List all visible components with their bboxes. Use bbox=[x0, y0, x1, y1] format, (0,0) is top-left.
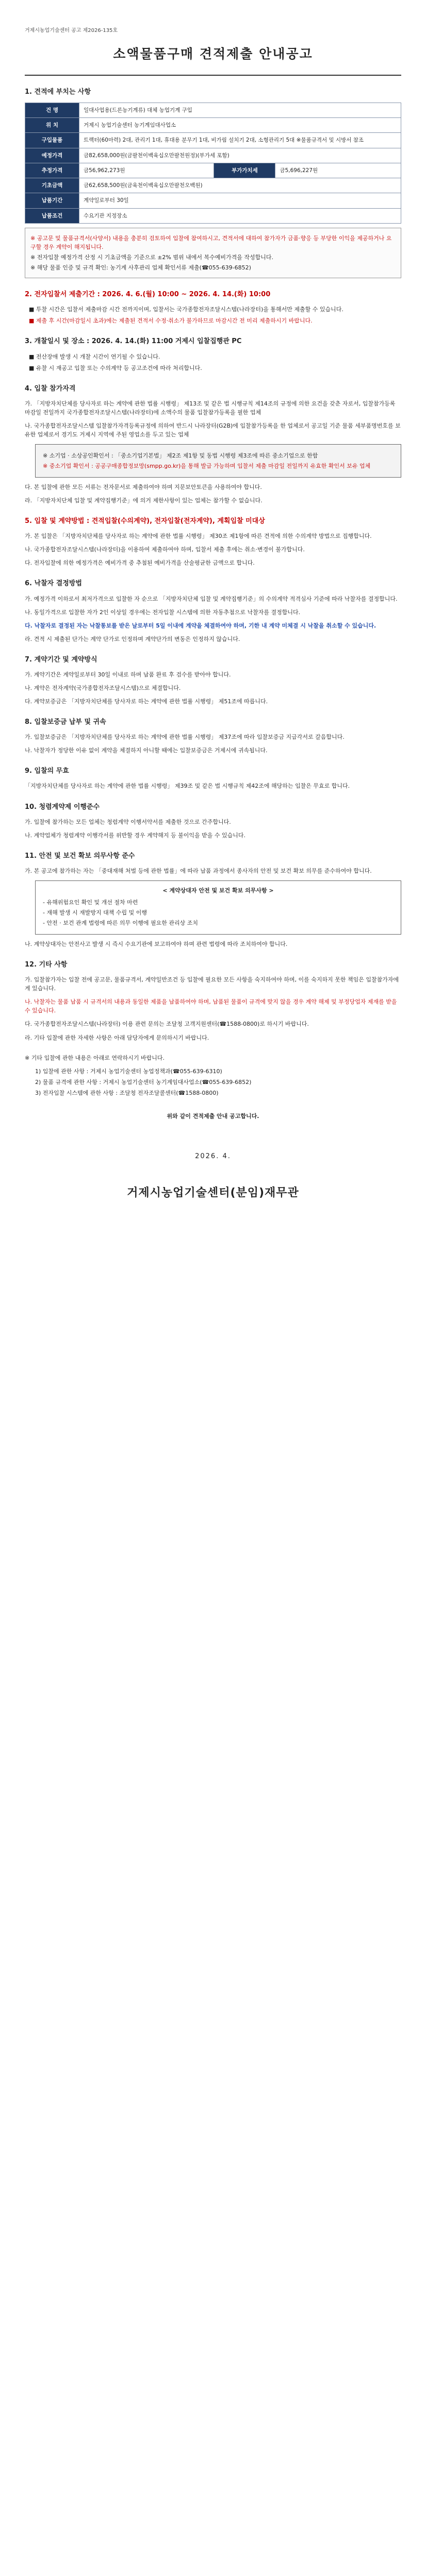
section-8-title: 8. 입찰보증금 납부 및 귀속 bbox=[25, 718, 106, 726]
list-item: 가. 예정가격 이하로서 최저가격으로 입찰한 자 순으로 「지방자치단체 입찰 및 계약집행기준」의 수의계약 적격심사 기준에 따라 낙찰자를 결정합니다. bbox=[25, 595, 398, 602]
box-line: - 재해 발생 시 재발방지 대책 수립 및 이행 bbox=[43, 909, 147, 917]
box-line: ※ 중소기업 확인서 : 공공구매종합정보망(smpp.go.kr)을 통해 발급 가능하며 입찰서 제출 마감일 전일까지 유효한 확인서 보유 업체 bbox=[43, 463, 371, 470]
note: ※ 해당 물품 인증 및 규격 확인: 농기계 사후관리 업체 확인서류 제출(☎055-639-6852) bbox=[30, 264, 251, 272]
row-value: 금82,658,000원(금팔천이백육십오만팔천원정)(부가세 포함) bbox=[79, 148, 401, 163]
section-10 bbox=[25, 802, 401, 840]
section-12-title: 12. 기타 사항 bbox=[25, 961, 68, 969]
list-item: 나. 계약상대자는 안전사고 발생 시 즉시 수요기관에 보고하여야 하며 관련 법령에 따라 조치하여야 합니다. bbox=[25, 941, 288, 948]
closing-statement: 위와 같이 견적제출 안내 공고합니다. bbox=[167, 1112, 259, 1120]
row-value: 계약일로부터 30일 bbox=[79, 193, 401, 208]
row-value: 일대사업용(드론농기계류) 대체 농업기계 구입 bbox=[79, 103, 401, 117]
bullet: ■ 전산장애 발생 시 개찰 시간이 연기될 수 있습니다. bbox=[29, 353, 160, 360]
section-1-title: 1. 견적에 부치는 사항 bbox=[25, 88, 91, 96]
row-label: 납품기간 bbox=[25, 193, 79, 208]
row-value: 금5,696,227원 bbox=[275, 163, 401, 178]
list-item: 가. 입찰참가자는 입찰 전에 공고문, 물품규격서, 계약일반조건 등 입찰에 필요한 모든 사항을 숙지하여야 하며, 이를 숙지하지 못한 책임은 입찰참가자에게 있습니다. bbox=[25, 976, 399, 992]
list-item: 나. 동일가격으로 입찰한 자가 2인 이상일 경우에는 전자입찰 시스템에 의한 자동추첨으로 낙찰자를 결정합니다. bbox=[25, 608, 301, 616]
box-line: - 안전 · 보건 관계 법령에 따른 의무 이행에 필요한 관리상 조치 bbox=[43, 920, 198, 927]
note: ※ 전자입찰 예정가격 산정 시 기초금액을 기준으로 ±2% 범위 내에서 복수예비가격을 작성합니다. bbox=[30, 254, 274, 261]
list-item: 가. 「지방자치단체를 당사자로 하는 계약에 관한 법률 시행령」 제13조 및 같은 법 시행규칙 제14조의 규정에 의한 요건을 갖춘 자로서, 입찰참가등록 마감일 전일까지 국가종합전자조달시스템(나라장터)에 소액수의 물품 입찰참가등록을 필한 업체 bbox=[25, 400, 396, 416]
section-7 bbox=[25, 655, 401, 706]
section-11 bbox=[25, 851, 401, 948]
list-item: 라. 견적 시 제출된 단가는 계약 단가로 인정하며 계약단가의 변동은 인정하지 않습니다. bbox=[25, 635, 240, 642]
section-6 bbox=[25, 579, 401, 643]
section-4-box bbox=[35, 444, 401, 478]
row-label: 구입물품 bbox=[25, 133, 79, 148]
issuing-organization: 거제시농업기술센터(분임)재무관 bbox=[127, 1186, 299, 1199]
table-row bbox=[25, 133, 401, 148]
box-title: < 계약상대자 안전 및 보건 확보 의무사항 > bbox=[162, 887, 274, 894]
table-row bbox=[25, 208, 401, 223]
box-line: - 유해위험요인 확인 및 개선 절차 마련 bbox=[43, 899, 138, 906]
table-row bbox=[25, 178, 401, 193]
contact-line: 3) 전자입찰 시스템에 관한 사항 : 조달청 전자조달콜센터(☎1588-0800) bbox=[35, 1089, 219, 1096]
list-item: 가. 계약기간은 계약일로부터 30일 이내로 하며 납품 완료 후 검수를 받아야 합니다. bbox=[25, 671, 231, 678]
safety-box bbox=[35, 880, 401, 935]
list-item: 라. 기타 입찰에 관한 자세한 사항은 아래 담당자에게 문의하시기 바랍니다. bbox=[25, 1034, 209, 1041]
section-12 bbox=[25, 960, 401, 1042]
row-label: 추정가격 bbox=[25, 163, 79, 178]
section-2-title: 2. 전자입찰서 제출기간 : 2026. 4. 6.(월) 10:00 ~ 2026. 4. 14.(화) 10:00 bbox=[25, 291, 271, 299]
bullet: ■ 유찰 시 재공고 입찰 또는 수의계약 등 공고조건에 따라 처리합니다. bbox=[29, 364, 202, 371]
row-label: 기초금액 bbox=[25, 178, 79, 193]
bullet: ■ 투찰 시간은 입찰서 제출마감 시간 전까지이며, 입찰서는 국가종합전자조달시스템(나라장터)을 통해서만 제출할 수 있습니다. bbox=[29, 306, 343, 313]
row-value: 거제시 농업기술센터 농기계임대사업소 bbox=[79, 118, 401, 133]
contact-section bbox=[25, 1054, 401, 1121]
note: ※ 공고문 및 물품규격서(사양서) 내용을 충분히 검토하여 입찰에 참여하시고, 견적서에 대하여 참가자가 금품·향응 등 부당한 이익을 제공하거나 요구할 경우 계약이 해지됩니다. bbox=[30, 235, 392, 251]
table-row bbox=[25, 148, 401, 163]
list-item: 나. 국가종합전자조달시스템(나라장터)을 이용하여 제출하여야 하며, 입찰서 제출 후에는 취소·변경이 불가합니다. bbox=[25, 546, 305, 553]
list-item: 나. 계약업체가 청렴계약 이행각서를 위반할 경우 계약해지 등 불이익을 받을 수 있습니다. bbox=[25, 832, 245, 839]
list-item: 가. 입찰보증금은 「지방자치단체를 당사자로 하는 계약에 관한 법률 시행령」 제37조에 따라 입찰보증금 지급각서로 갈음합니다. bbox=[25, 734, 345, 741]
section-11-title: 11. 안전 및 보건 확보 의무사항 준수 bbox=[25, 852, 135, 860]
notice-number: 거제시농업기술센터 공고 제2026-135호 bbox=[25, 28, 118, 33]
section-9-title: 9. 입찰의 무효 bbox=[25, 767, 69, 775]
section-3 bbox=[25, 336, 401, 372]
list-item: 나. 계약은 전자계약(국가종합전자조달시스템)으로 체결합니다. bbox=[25, 684, 181, 691]
list-item: 가. 본 입찰은 「지방자치단체를 당사자로 하는 계약에 관한 법률 시행령」 제30조 제1항에 따른 견적에 의한 수의계약 방법으로 집행합니다. bbox=[25, 533, 372, 540]
list-item: 다. 전자입찰에 의한 예정가격은 예비가격 중 추첨된 예비가격을 산술평균한 금액으로 합니다. bbox=[25, 560, 255, 567]
list-item: 나. 국가종합전자조달시스템 입찰참가자격등록규정에 의하여 반드시 나라장터(G2B)에 입찰참가등록을 한 업체로서 공고일 기준 물품 세부품명번호를 보유한 업체로서 경기도 거제시 지역에 주된 영업소를 두고 있는 업체 bbox=[25, 422, 401, 438]
contact-intro: ※ 기타 입찰에 관한 내용은 아래로 연락하시기 바랍니다. bbox=[25, 1054, 165, 1061]
bullet: ■ 제출 후 시간(마감일시 초과)에는 제출된 견적서 수정·취소가 불가하므로 마감시간 전 미리 제출하시기 바랍니다. bbox=[29, 317, 313, 325]
section-4-title: 4. 입찰 참가자격 bbox=[25, 384, 76, 393]
list-item: 다. 국가종합전자조달시스템(나라장터) 이용 관련 문의는 조달청 고객지원센터(☎1588-0800)로 하시기 바랍니다. bbox=[25, 1021, 309, 1028]
table-row bbox=[25, 193, 401, 208]
section-8 bbox=[25, 717, 401, 755]
box-line: ※ 소기업 · 소상공인확인서 : 「중소기업기본법」 제2조 제1항 및 동법 시행령 제3조에 따른 중소기업으로 한함 bbox=[43, 452, 318, 459]
list-item: 다. 계약보증금은 「지방자치단체를 당사자로 하는 계약에 관한 법률 시행령」 제51조에 따릅니다. bbox=[25, 698, 268, 705]
section-5-title: 5. 입찰 및 계약방법 : 견적입찰(수의계약), 전자입찰(전자계약), 계획입찰 미대상 bbox=[25, 517, 265, 526]
row-value: 수요기관 지정장소 bbox=[79, 208, 401, 223]
section-6-title: 6. 낙찰자 결정방법 bbox=[25, 580, 82, 588]
info-table bbox=[25, 103, 401, 224]
table-row bbox=[25, 118, 401, 133]
row-label: 부가가치세 bbox=[214, 163, 275, 178]
row-label: 예정가격 bbox=[25, 148, 79, 163]
page-title: 소액물품구매 견적제출 안내공고 bbox=[113, 46, 313, 61]
contact-line: 2) 물품 규격에 관한 사항 : 거제시 농업기술센터 농기계임대사업소(☎055-639-6852) bbox=[35, 1078, 252, 1086]
contact-line: 1) 입찰에 관한 사항 : 거제시 농업기술센터 농업정책과(☎055-639-6310) bbox=[35, 1067, 222, 1075]
list-item: 다. 낙찰자로 결정된 자는 낙찰통보를 받은 날로부터 5일 이내에 계약을 체결하여야 하며, 기한 내 계약 미체결 시 낙찰을 취소할 수 있습니다. bbox=[25, 622, 376, 629]
list-item: 라. 「지방자치단체 입찰 및 계약집행기준」에 의거 제한사항이 있는 업체는 참가할 수 없습니다. bbox=[25, 497, 263, 504]
section-1 bbox=[25, 87, 401, 278]
list-item: 나. 낙찰자는 물품 납품 시 규격서의 내용과 동일한 제품을 납품하여야 하며, 납품된 물품이 규격에 맞지 않을 경우 계약 해제 및 부정당업자 제재를 받을 수 있습니다. bbox=[25, 998, 397, 1014]
row-value: 트랙터(60마력) 2대, 관리기 1대, 휴대용 분무기 1대, 비가림 설치기 2대, 소형관리기 5대 ※물품규격서 및 시방서 참조 bbox=[79, 133, 401, 148]
list-item: 가. 본 공고에 참가하는 자는 「중대재해 처벌 등에 관한 법률」에 따라 납품 과정에서 종사자의 안전 및 보건 확보 의무를 준수하여야 합니다. bbox=[25, 867, 372, 874]
title-divider bbox=[25, 75, 401, 76]
notice-date: 2026. 4. bbox=[195, 1152, 231, 1160]
list-item: 「지방자치단체를 당사자로 하는 계약에 관한 법률 시행령」 제39조 및 같은 법 시행규칙 제42조에 해당하는 입찰은 무효로 합니다. bbox=[25, 783, 350, 790]
row-value: 금62,658,500원(금육천이백육십오만팔천오백원) bbox=[79, 178, 401, 193]
section-5 bbox=[25, 516, 401, 567]
list-item: 가. 입찰에 참가하는 모든 업체는 청렴계약 이행서약서를 제출한 것으로 간주합니다. bbox=[25, 818, 231, 825]
section-2 bbox=[25, 290, 401, 325]
section-1-notes bbox=[25, 228, 401, 278]
row-label: 위 치 bbox=[25, 118, 79, 133]
row-label: 건 명 bbox=[25, 103, 79, 117]
list-item: 나. 낙찰자가 정당한 이유 없이 계약을 체결하지 아니할 때에는 입찰보증금은 거제시에 귀속됩니다. bbox=[25, 747, 268, 754]
table-row bbox=[25, 103, 401, 117]
section-4 bbox=[25, 384, 401, 505]
section-9 bbox=[25, 766, 401, 790]
section-7-title: 7. 계약기간 및 계약방식 bbox=[25, 655, 97, 664]
section-10-title: 10. 청렴계약제 이행준수 bbox=[25, 803, 100, 811]
row-label: 납품조건 bbox=[25, 208, 79, 223]
row-value: 금56,962,273원 bbox=[79, 163, 214, 178]
table-row bbox=[25, 163, 401, 178]
section-3-title: 3. 개찰일시 및 장소 : 2026. 4. 14.(화) 11:00 거제시 입찰집행관 PC bbox=[25, 337, 242, 346]
list-item: 다. 본 입찰에 관한 모든 서류는 전자문서로 제출하여야 하며 지문보안토큰을 사용하여야 합니다. bbox=[25, 484, 262, 491]
